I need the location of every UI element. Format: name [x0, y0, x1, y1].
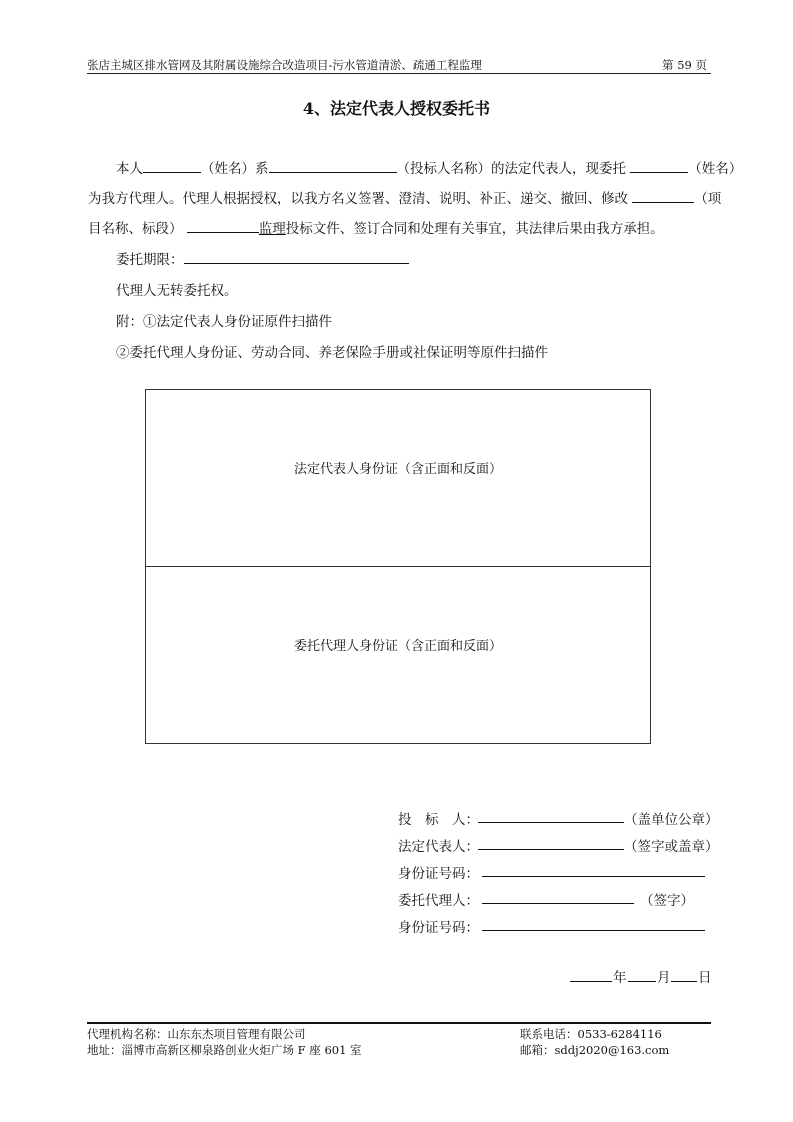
id-card-box — [145, 389, 651, 744]
day-line[interactable] — [671, 980, 697, 982]
year-line[interactable] — [570, 980, 612, 982]
term-line — [116, 248, 409, 268]
bidder-line[interactable] — [478, 821, 624, 823]
text: （姓名） — [688, 161, 743, 177]
id2-label: 身份证号码： — [398, 920, 479, 936]
body-line-2 — [88, 187, 721, 207]
legal-rep-id-placeholder: 法定代表人身份证（含正面和反面） — [293, 462, 502, 477]
body-line-1 — [116, 157, 742, 177]
bidder-label: 投 标 人： — [398, 812, 479, 828]
text: （投标人名称）的法定代表人，现委托 — [396, 161, 626, 177]
year-label: 年 — [613, 970, 627, 986]
name-blank — [143, 158, 201, 173]
text: （姓名）系 — [201, 161, 269, 177]
agent-name-blank — [630, 158, 688, 173]
legal-rep-line[interactable] — [478, 848, 624, 850]
box-divider — [146, 566, 650, 567]
term-label: 委托期限： — [116, 252, 184, 268]
page-title: 4、法定代表人授权委托书 — [302, 99, 491, 118]
id1-label: 身份证号码： — [398, 866, 479, 882]
text: 为我方代理人。代理人根据授权，以我方名义签署、澄清、说明、补正、递交、撤回、修改 — [88, 191, 628, 207]
text: （项 — [694, 191, 722, 207]
body-line-3 — [88, 217, 664, 237]
agent-note: （签字） — [640, 893, 694, 909]
section-blank — [187, 218, 259, 233]
footer-email: 邮箱：sddj2020@163.com — [520, 1043, 670, 1057]
term-blank — [184, 249, 409, 264]
text: 监理 — [258, 221, 286, 237]
text: 投标文件、签订合同和处理有关事宜，其法律后果由我方承担。 — [285, 221, 664, 237]
header-project-title: 张店主城区排水管网及其附属设施综合改造项目-污水管道清淤、疏通工程监理 — [87, 58, 482, 72]
bidder-blank — [269, 158, 397, 173]
id2-line[interactable] — [482, 929, 705, 931]
footer-phone: 联系电话：0533-6284116 — [520, 1027, 662, 1041]
attachment-2: ②委托代理人身份证、劳动合同、养老保险手册或社保证明等原件扫描件 — [116, 345, 548, 361]
attachment-1: 附：①法定代表人身份证原件扫描件 — [116, 314, 332, 330]
month-line[interactable] — [628, 980, 656, 982]
legal-rep-label: 法定代表人： — [398, 839, 479, 855]
agent-id-placeholder: 委托代理人身份证（含正面和反面） — [293, 639, 502, 654]
text: 目名称、标段） — [88, 221, 183, 237]
footer-rule — [87, 1022, 711, 1024]
bidder-note: （盖单位公章） — [624, 812, 719, 828]
header-page-number: 第 59 页 — [662, 58, 707, 72]
id1-line[interactable] — [482, 875, 705, 877]
no-subdelegation: 代理人无转委托权。 — [116, 283, 238, 299]
month-label: 月 — [657, 970, 671, 986]
legal-rep-note: （签字或盖章） — [624, 839, 719, 855]
agent-line[interactable] — [482, 902, 634, 904]
footer-address: 地址：淄博市高新区柳泉路创业火炬广场 F 座 601 室 — [87, 1043, 362, 1057]
footer-agency: 代理机构名称：山东东杰项目管理有限公司 — [87, 1027, 306, 1041]
agent-label: 委托代理人： — [398, 893, 479, 909]
page-header — [87, 55, 711, 74]
day-label: 日 — [698, 970, 712, 986]
project-blank — [632, 188, 694, 203]
text: 本人 — [116, 161, 143, 177]
